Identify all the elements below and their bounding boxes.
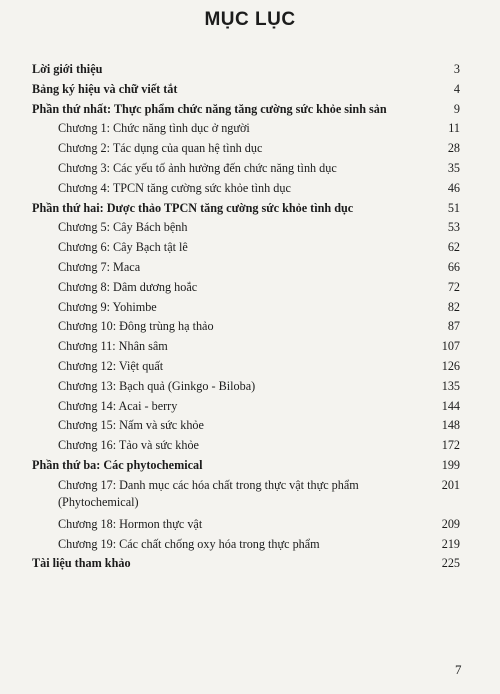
toc-entry-label: Phần thứ ba: Các phytochemical <box>32 457 203 472</box>
toc-entry-page: 201 <box>441 477 460 492</box>
toc-entry-label: Chương 1: Chức năng tình dục ở người <box>58 121 250 136</box>
toc-entry-label: Chương 18: Hormon thực vật <box>58 516 203 531</box>
toc-entry-page: 219 <box>441 536 460 551</box>
toc-entry-page: 66 <box>447 259 460 274</box>
toc-chapter-entry <box>32 298 460 318</box>
toc-chapter-entry <box>32 416 460 436</box>
toc-entry-label: Chương 12: Việt quất <box>58 358 164 373</box>
toc-chapter-entry <box>32 238 460 258</box>
toc-entry-label: Chương 7: Maca <box>58 259 141 274</box>
toc-chapter-entry <box>32 476 460 515</box>
page-title: MỤC LỤC <box>204 9 296 30</box>
toc-entry-label: Chương 15: Nấm và sức khỏe <box>58 418 204 433</box>
toc-part-entry <box>32 554 460 574</box>
toc-chapter-entry <box>32 535 460 555</box>
toc-entry-label: Chương 8: Dâm dương hoắc <box>58 279 198 294</box>
toc-entry-page: 28 <box>447 141 460 156</box>
toc-entry-page: 225 <box>441 556 460 571</box>
toc-entry-page: 87 <box>447 319 460 334</box>
toc-entry-page: 107 <box>441 339 460 354</box>
toc-entry-page: 82 <box>447 299 460 314</box>
toc-entry-page: 126 <box>441 358 460 373</box>
toc-entry-label: Lời giới thiệu <box>32 62 103 76</box>
toc-entry-page: 35 <box>447 160 460 175</box>
toc-entry-page: 209 <box>441 516 460 531</box>
toc-entry-page: 144 <box>441 398 460 413</box>
toc-entry-label: Chương 17: Danh mục các hóa chất trong thực vật thực phẩm (Phytochemical) <box>58 477 359 509</box>
toc-chapter-entry <box>32 377 460 397</box>
toc-entry-label: Chương 19: Các chất chống oxy hóa trong thực phẩm <box>58 536 320 551</box>
page-number: 7 <box>455 662 462 677</box>
toc-part-entry <box>32 456 460 476</box>
toc-entry-page: 4 <box>453 81 460 96</box>
toc-entry-label: Chương 4: TPCN tăng cường sức khỏe tình dục <box>58 180 291 195</box>
toc-entry-page: 11 <box>448 121 460 136</box>
toc-entry-page: 172 <box>441 438 460 453</box>
toc-chapter-entry <box>32 119 460 139</box>
table-of-contents <box>32 60 460 574</box>
toc-entry-label: Chương 16: Tảo và sức khỏe <box>58 438 199 453</box>
toc-entry-label: Tài liệu tham khảo <box>32 556 131 571</box>
toc-entry-page: 46 <box>447 180 460 195</box>
toc-chapter-entry <box>32 397 460 417</box>
toc-entry-page: 148 <box>441 418 460 433</box>
toc-entry-label: Chương 10: Đông trùng hạ thảo <box>58 319 214 334</box>
toc-entry-page: 199 <box>441 457 460 472</box>
toc-entry-label: Bảng ký hiệu và chữ viết tắt <box>32 81 178 96</box>
toc-entry-page: 9 <box>453 101 460 116</box>
toc-entry-page: 53 <box>447 220 460 235</box>
toc-chapter-entry <box>32 258 460 278</box>
toc-chapter-entry <box>32 218 460 238</box>
toc-chapter-entry <box>32 179 460 199</box>
toc-chapter-entry <box>32 357 460 377</box>
toc-chapter-entry <box>32 337 460 357</box>
toc-part-entry <box>32 80 460 100</box>
toc-part-entry <box>32 100 460 120</box>
toc-entry-page: 135 <box>441 378 460 393</box>
toc-entry-label: Chương 14: Acai - berry <box>58 398 178 413</box>
toc-chapter-entry <box>32 515 460 535</box>
toc-entry-page: 51 <box>447 200 460 215</box>
toc-entry-page: 3 <box>453 62 460 76</box>
toc-chapter-entry <box>32 278 460 298</box>
toc-part-entry <box>32 60 460 80</box>
toc-entry-label: Chương 3: Các yếu tố ảnh hưởng đến chức năng tình dục <box>58 160 337 175</box>
toc-entry-label: Chương 6: Cây Bạch tật lê <box>58 240 188 255</box>
toc-entry-label: Chương 5: Cây Bách bệnh <box>58 220 188 235</box>
toc-entry-label: Phần thứ nhất: Thực phẩm chức năng tăng cường sức khỏe sinh sản <box>32 101 387 116</box>
toc-chapter-entry <box>32 317 460 337</box>
toc-entry-page: 72 <box>447 279 460 294</box>
toc-entry-label: Phần thứ hai: Dược thảo TPCN tăng cường sức khỏe tình dục <box>32 200 354 215</box>
toc-entry-label: Chương 13: Bạch quả (Ginkgo - Biloba) <box>58 378 256 393</box>
toc-entry-page: 62 <box>447 240 460 255</box>
toc-entry-label: Chương 9: Yohimbe <box>58 299 157 314</box>
toc-entry-label: Chương 11: Nhân sâm <box>58 339 168 354</box>
toc-entry-label: Chương 2: Tác dụng của quan hệ tình dục <box>58 141 263 156</box>
toc-chapter-entry <box>32 139 460 159</box>
toc-part-entry <box>32 199 460 219</box>
toc-chapter-entry <box>32 436 460 456</box>
toc-chapter-entry <box>32 159 460 179</box>
